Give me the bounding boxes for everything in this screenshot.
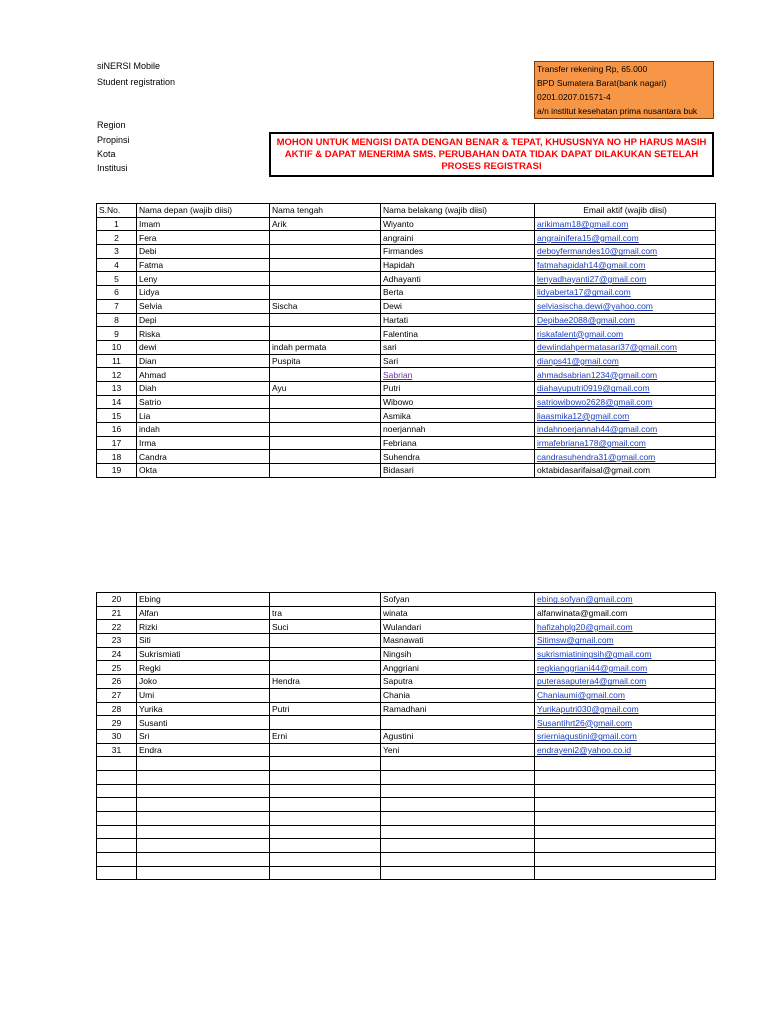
cell-middle-name (270, 593, 381, 607)
table-row (97, 409, 716, 423)
table-row (97, 688, 716, 702)
table-row (97, 866, 716, 880)
cell-first-name: Fera (137, 231, 270, 245)
cell-first-name: Rizki (137, 620, 270, 634)
cell-first-name: Okta (137, 464, 270, 478)
cell-email[interactable]: regkianggriani44@gmail.com (535, 661, 716, 675)
cell-first-name: Candra (137, 450, 270, 464)
cell-middle-name: indah permata (270, 340, 381, 354)
cell-email[interactable]: ebing.sofyan@gmail.com (535, 593, 716, 607)
cell-sno: 17 (97, 436, 137, 450)
cell-first-name: Irma (137, 436, 270, 450)
cell-sno: 18 (97, 450, 137, 464)
region-label: Region (97, 120, 126, 130)
cell-email[interactable]: angrainifera15@gmail.com (535, 231, 716, 245)
cell-last-name: Anggriani (381, 661, 535, 675)
table-row (97, 839, 716, 853)
table-row (97, 272, 716, 286)
cell-middle-name: Puspita (270, 354, 381, 368)
cell-sno: 29 (97, 716, 137, 730)
cell-sno: 12 (97, 368, 137, 382)
cell-last-name: Bidasari (381, 464, 535, 478)
cell-email[interactable]: candrasuhendra31@gmail.com (535, 450, 716, 464)
cell-sno: 10 (97, 340, 137, 354)
cell-sno: 26 (97, 675, 137, 689)
cell-email[interactable]: selviasischa.dewi@yahoo.com (535, 299, 716, 313)
cell-last-name: Hartati (381, 313, 535, 327)
cell-sno: 5 (97, 272, 137, 286)
table-row (97, 258, 716, 272)
table-row (97, 381, 716, 395)
cell-first-name (137, 784, 270, 798)
table-row (97, 395, 716, 409)
cell-last-name: sari (381, 340, 535, 354)
cell-first-name (137, 866, 270, 880)
cell-last-name: Wulandari (381, 620, 535, 634)
cell-last-name: Saputra (381, 675, 535, 689)
cell-middle-name (270, 770, 381, 784)
transfer-line: Transfer rekening Rp, 65.000 (537, 64, 648, 74)
cell-sno (97, 825, 137, 839)
table-row (97, 423, 716, 437)
cell-email[interactable]: lenyadhayanti27@gmail.com (535, 272, 716, 286)
cell-email (535, 757, 716, 771)
cell-middle-name (270, 231, 381, 245)
cell-sno: 25 (97, 661, 137, 675)
cell-sno (97, 812, 137, 826)
cell-email: oktabidasarifaisal@gmail.com (535, 464, 716, 478)
cell-middle-name (270, 798, 381, 812)
table-row (97, 620, 716, 634)
table-header-row (97, 204, 716, 218)
cell-email[interactable]: riskafalent@gmail.com (535, 327, 716, 341)
cell-middle-name: Ayu (270, 381, 381, 395)
cell-last-name: Sari (381, 354, 535, 368)
cell-last-name: Hapidah (381, 258, 535, 272)
cell-email (535, 798, 716, 812)
cell-first-name: Riska (137, 327, 270, 341)
cell-last-name: Masnawati (381, 634, 535, 648)
cell-first-name: Debi (137, 245, 270, 259)
cell-middle-name (270, 784, 381, 798)
cell-email[interactable]: deboyfermandes10@gmail.com (535, 245, 716, 259)
cell-middle-name (270, 757, 381, 771)
cell-email[interactable]: Yurikaputri030@gmail.com (535, 702, 716, 716)
cell-first-name (137, 839, 270, 853)
cell-last-name: winata (381, 606, 535, 620)
cell-sno: 15 (97, 409, 137, 423)
cell-first-name: indah (137, 423, 270, 437)
table-row (97, 464, 716, 478)
table-row (97, 217, 716, 231)
cell-middle-name: Hendra (270, 675, 381, 689)
cell-middle-name (270, 825, 381, 839)
cell-middle-name (270, 286, 381, 300)
cell-sno (97, 853, 137, 867)
cell-email (535, 770, 716, 784)
table-row (97, 299, 716, 313)
cell-sno (97, 784, 137, 798)
cell-last-name (381, 716, 535, 730)
cell-middle-name (270, 313, 381, 327)
cell-middle-name (270, 743, 381, 757)
cell-middle-name (270, 423, 381, 437)
cell-last-name: Dewi (381, 299, 535, 313)
cell-sno: 4 (97, 258, 137, 272)
cell-first-name: Depi (137, 313, 270, 327)
cell-last-name: Agustini (381, 729, 535, 743)
cell-last-name: Asmika (381, 409, 535, 423)
cell-sno: 16 (97, 423, 137, 437)
cell-last-name (381, 770, 535, 784)
col-header-email: Email aktif (wajib diisi) (535, 204, 716, 218)
col-header-middle-name: Nama tengah (270, 204, 381, 218)
registration-table (96, 203, 716, 478)
cell-sno: 3 (97, 245, 137, 259)
cell-first-name: Diah (137, 381, 270, 395)
form-title: Student registration (97, 77, 176, 87)
cell-first-name (137, 825, 270, 839)
cell-email (535, 825, 716, 839)
transfer-line: BPD Sumatera Barat(bank nagari) (537, 78, 667, 88)
kota-label: Kota (97, 149, 116, 159)
cell-email[interactable]: Susantihrt26@gmail.com (535, 716, 716, 730)
table-row (97, 231, 716, 245)
cell-sno: 20 (97, 593, 137, 607)
cell-email[interactable]: ahmadsabrian1234@gmail.com (535, 368, 716, 382)
table-row (97, 757, 716, 771)
transfer-info-box (534, 61, 714, 119)
cell-email[interactable]: endrayeni2@yahoo.co.id (535, 743, 716, 757)
cell-email: alfanwinata@gmail.com (535, 606, 716, 620)
cell-first-name: Satrio (137, 395, 270, 409)
cell-email (535, 839, 716, 853)
cell-last-name: angraini (381, 231, 535, 245)
cell-sno: 23 (97, 634, 137, 648)
table-row (97, 661, 716, 675)
cell-middle-name (270, 327, 381, 341)
cell-email[interactable]: satriowibowo2628@gmail.com (535, 395, 716, 409)
cell-sno (97, 798, 137, 812)
cell-first-name: Ahmad (137, 368, 270, 382)
cell-sno: 13 (97, 381, 137, 395)
cell-last-name: Ningsih (381, 647, 535, 661)
cell-middle-name (270, 716, 381, 730)
cell-middle-name: Sischa (270, 299, 381, 313)
cell-sno: 27 (97, 688, 137, 702)
cell-middle-name (270, 395, 381, 409)
cell-sno (97, 839, 137, 853)
table-row (97, 784, 716, 798)
col-header-last-name: Nama belakang (wajib diisi) (381, 204, 535, 218)
cell-middle-name (270, 866, 381, 880)
cell-email[interactable]: indahnoerjannah44@gmail.com (535, 423, 716, 437)
cell-first-name: Fatma (137, 258, 270, 272)
cell-middle-name (270, 368, 381, 382)
cell-sno: 1 (97, 217, 137, 231)
table-row (97, 436, 716, 450)
cell-sno: 6 (97, 286, 137, 300)
cell-email[interactable]: fatmahapidah14@gmail.com (535, 258, 716, 272)
cell-sno (97, 866, 137, 880)
cell-first-name: Leny (137, 272, 270, 286)
table-row (97, 368, 716, 382)
cell-email[interactable]: lidyaberta17@gmail.com (535, 286, 716, 300)
cell-first-name: Sri (137, 729, 270, 743)
cell-email (535, 866, 716, 880)
cell-last-name: noerjannah (381, 423, 535, 437)
cell-first-name: Dian (137, 354, 270, 368)
cell-middle-name: tra (270, 606, 381, 620)
cell-email[interactable]: dianps41@gmail.com (535, 354, 716, 368)
cell-first-name (137, 757, 270, 771)
cell-middle-name (270, 245, 381, 259)
cell-last-name: Wibowo (381, 395, 535, 409)
table-row (97, 729, 716, 743)
cell-last-name (381, 825, 535, 839)
cell-last-name: Yeni (381, 743, 535, 757)
cell-first-name (137, 798, 270, 812)
cell-first-name: Lia (137, 409, 270, 423)
cell-sno: 14 (97, 395, 137, 409)
cell-email[interactable]: diahayuputri0919@gmail.com (535, 381, 716, 395)
cell-middle-name (270, 661, 381, 675)
cell-middle-name (270, 853, 381, 867)
institusi-label: Institusi (97, 163, 128, 173)
cell-first-name (137, 812, 270, 826)
cell-last-name: Febriana (381, 436, 535, 450)
cell-sno: 19 (97, 464, 137, 478)
cell-middle-name: Erni (270, 729, 381, 743)
registration-table-continued (96, 592, 716, 880)
cell-email[interactable]: liaasmika12@gmail.com (535, 409, 716, 423)
table-row (97, 825, 716, 839)
table-row (97, 340, 716, 354)
cell-email[interactable]: dewiindahpermatasari37@gmail.com (535, 340, 716, 354)
cell-sno (97, 770, 137, 784)
cell-middle-name (270, 272, 381, 286)
cell-email[interactable]: arikimam18@gmail.com (535, 217, 716, 231)
cell-last-name (381, 866, 535, 880)
notice-box (269, 132, 714, 177)
cell-first-name: Sukrismiati (137, 647, 270, 661)
table-row (97, 354, 716, 368)
cell-sno: 28 (97, 702, 137, 716)
cell-sno: 31 (97, 743, 137, 757)
col-header-sno: S.No. (97, 204, 137, 218)
table-row (97, 606, 716, 620)
cell-last-name: Berta (381, 286, 535, 300)
cell-middle-name: Suci (270, 620, 381, 634)
cell-first-name: Susanti (137, 716, 270, 730)
table-row (97, 675, 716, 689)
transfer-line: 0201.0207.01571-4 (537, 92, 611, 102)
cell-sno: 7 (97, 299, 137, 313)
cell-first-name (137, 853, 270, 867)
cell-sno: 8 (97, 313, 137, 327)
table-row (97, 853, 716, 867)
cell-email (535, 812, 716, 826)
cell-last-name: Sofyan (381, 593, 535, 607)
cell-middle-name: Arik (270, 217, 381, 231)
cell-email[interactable]: Depibae2088@gmail.com (535, 313, 716, 327)
cell-last-name: Suhendra (381, 450, 535, 464)
cell-middle-name (270, 464, 381, 478)
cell-last-name: Firmandes (381, 245, 535, 259)
cell-middle-name (270, 634, 381, 648)
col-header-first-name: Nama depan (wajib diisi) (137, 204, 270, 218)
cell-last-name (381, 839, 535, 853)
cell-last-name[interactable]: Sabrian (381, 368, 535, 382)
table-row (97, 702, 716, 716)
cell-middle-name (270, 688, 381, 702)
cell-email[interactable]: Sitimsw@gmail.com (535, 634, 716, 648)
cell-sno: 11 (97, 354, 137, 368)
cell-last-name (381, 757, 535, 771)
cell-first-name: dewi (137, 340, 270, 354)
cell-last-name (381, 812, 535, 826)
cell-middle-name (270, 450, 381, 464)
cell-last-name (381, 798, 535, 812)
cell-email (535, 853, 716, 867)
cell-first-name: Selvia (137, 299, 270, 313)
cell-first-name: Yurika (137, 702, 270, 716)
cell-sno: 24 (97, 647, 137, 661)
cell-sno: 2 (97, 231, 137, 245)
cell-email[interactable]: sukrismiatiningsih@gmail.com (535, 647, 716, 661)
cell-email[interactable]: srierniagustini@gmail.com (535, 729, 716, 743)
cell-middle-name (270, 258, 381, 272)
table-row (97, 812, 716, 826)
cell-last-name (381, 784, 535, 798)
cell-last-name: Putri (381, 381, 535, 395)
table-row (97, 798, 716, 812)
cell-first-name: Lidya (137, 286, 270, 300)
table-row (97, 743, 716, 757)
table-row (97, 286, 716, 300)
cell-email[interactable]: puterasaputera4@gmail.com (535, 675, 716, 689)
table-row (97, 634, 716, 648)
table-row (97, 593, 716, 607)
cell-last-name (381, 853, 535, 867)
cell-email[interactable]: hafizahplg20@gmail.com (535, 620, 716, 634)
app-name: siNERSI Mobile (97, 61, 161, 71)
cell-first-name: Umi (137, 688, 270, 702)
cell-middle-name: Putri (270, 702, 381, 716)
cell-first-name (137, 770, 270, 784)
notice-text: MOHON UNTUK MENGISI DATA DENGAN BENAR & TEPAT, KHUSUSNYA NO HP HARUS MASIH AKTIF & DAPAT MENERIMA SMS. PERUBAHAN DATA TIDAK DAPAT DILAKUKAN SETELAH PROSES REGISTRASI (276, 137, 707, 172)
cell-first-name: Endra (137, 743, 270, 757)
table-row (97, 770, 716, 784)
cell-last-name: Ramadhani (381, 702, 535, 716)
cell-sno (97, 757, 137, 771)
cell-last-name: Chania (381, 688, 535, 702)
cell-first-name: Imam (137, 217, 270, 231)
cell-sno: 22 (97, 620, 137, 634)
cell-middle-name (270, 409, 381, 423)
cell-middle-name (270, 839, 381, 853)
cell-first-name: Alfan (137, 606, 270, 620)
cell-last-name: Adhayanti (381, 272, 535, 286)
cell-middle-name (270, 647, 381, 661)
table-row (97, 450, 716, 464)
table-row (97, 647, 716, 661)
cell-middle-name (270, 436, 381, 450)
transfer-line: a/n institut kesehatan prima nusantara buk (537, 106, 698, 116)
cell-sno: 21 (97, 606, 137, 620)
propinsi-label: Propinsi (97, 135, 130, 145)
cell-middle-name (270, 812, 381, 826)
cell-email[interactable]: irmafebriana178@gmail.com (535, 436, 716, 450)
cell-first-name: Regki (137, 661, 270, 675)
cell-first-name: Joko (137, 675, 270, 689)
cell-email[interactable]: Chaniaumi@gmail.com (535, 688, 716, 702)
cell-first-name: Siti (137, 634, 270, 648)
cell-last-name: Falentina (381, 327, 535, 341)
table-row (97, 313, 716, 327)
cell-email (535, 784, 716, 798)
table-row (97, 327, 716, 341)
cell-sno: 9 (97, 327, 137, 341)
cell-first-name: Ebing (137, 593, 270, 607)
cell-last-name: Wiyanto (381, 217, 535, 231)
table-row (97, 716, 716, 730)
cell-sno: 30 (97, 729, 137, 743)
table-row (97, 245, 716, 259)
